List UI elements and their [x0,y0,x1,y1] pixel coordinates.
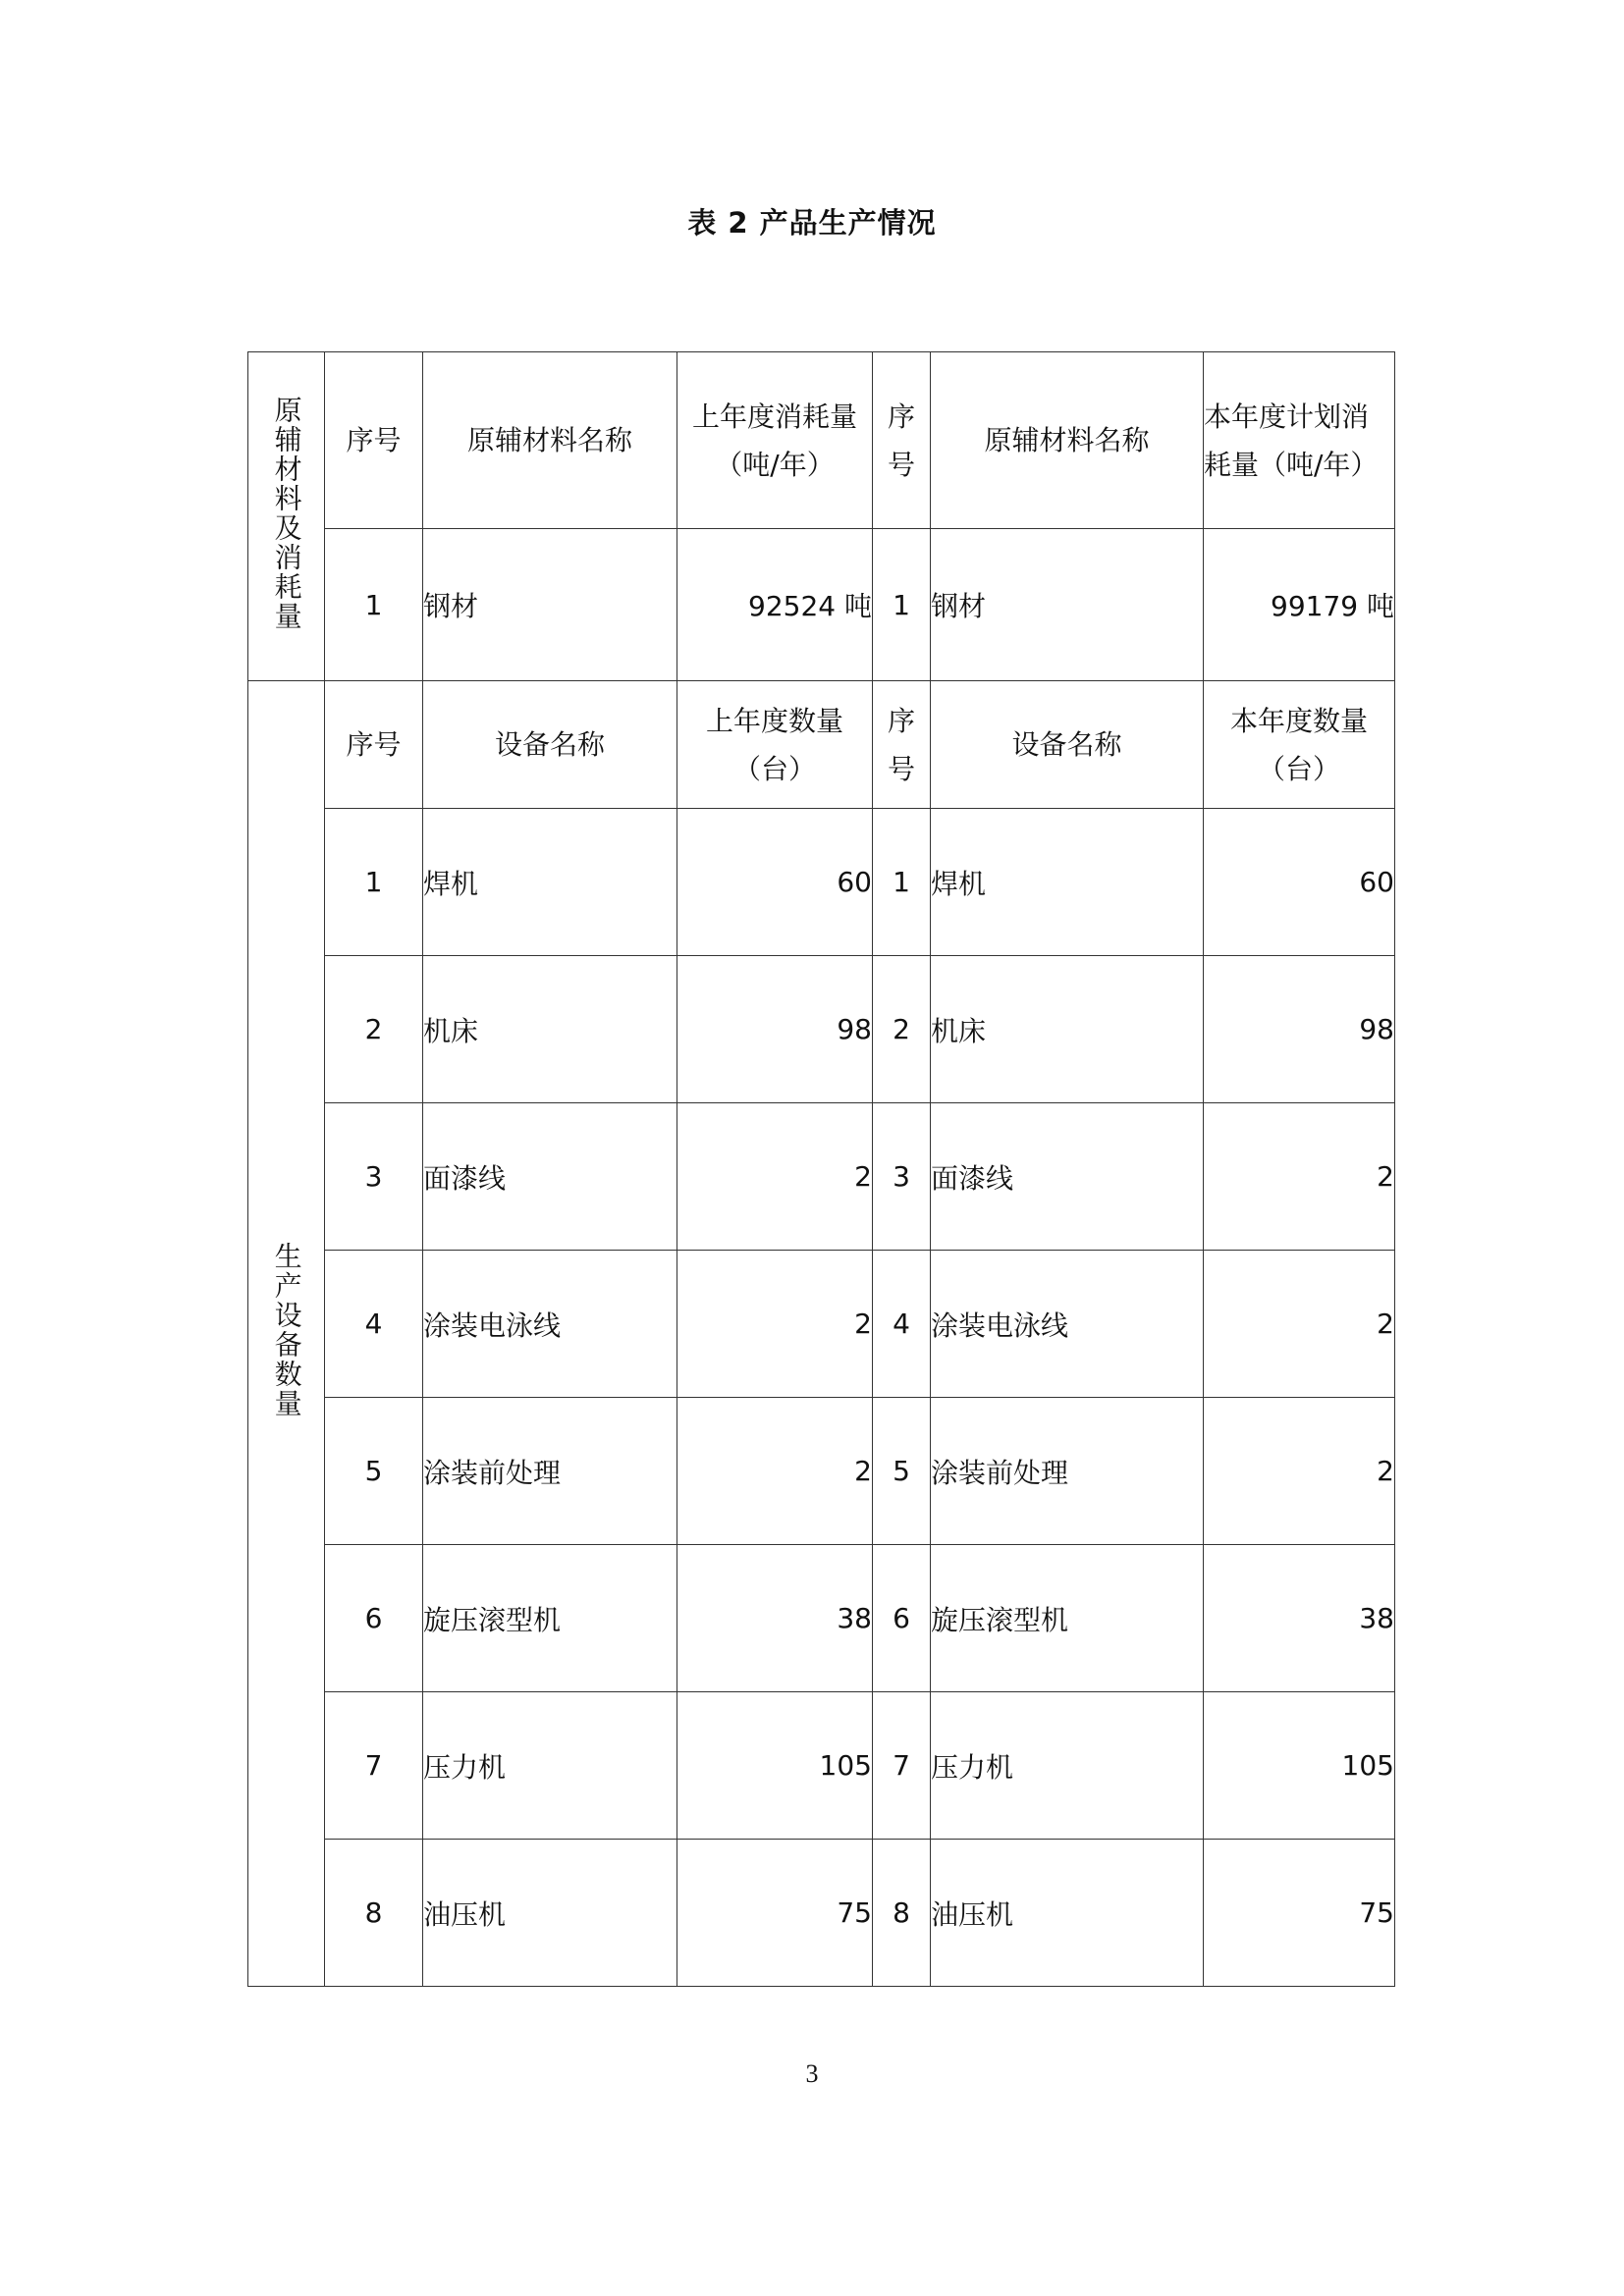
equipment-name: 机床 [423,956,677,1103]
equipment-last-year: 38 [677,1545,873,1692]
equipment-seq2: 3 [873,1103,931,1251]
equipment-this-year: 2 [1204,1251,1395,1398]
equipment-seq2: 4 [873,1251,931,1398]
page-number: 3 [805,2059,819,2088]
table-row [248,1103,1395,1251]
materials-row [248,529,1395,681]
equipment-last-year: 2 [677,1103,873,1251]
equipment-seq2: 5 [873,1398,931,1545]
equipment-this-year: 60 [1204,809,1395,956]
equipment-name: 压力机 [423,1692,677,1840]
equipment-seq2: 1 [873,809,931,956]
equipment-header-name: 设备名称 [423,681,677,809]
equipment-this-year: 75 [1204,1840,1395,1987]
materials-header-name: 原辅材料名称 [423,352,677,529]
table-row [248,809,1395,956]
table-row [248,956,1395,1103]
equipment-seq: 4 [325,1251,423,1398]
table-row [248,1545,1395,1692]
table-title: 表 2 产品生产情况 [687,206,937,240]
equipment-seq2: 6 [873,1545,931,1692]
equipment-last-year: 2 [677,1251,873,1398]
material-this-year: 99179 吨 [1204,529,1395,681]
equipment-name: 涂装电泳线 [423,1251,677,1398]
equipment-name2: 焊机 [931,809,1204,956]
table-row [248,1840,1395,1987]
equipment-this-year: 38 [1204,1545,1395,1692]
equipment-seq2: 2 [873,956,931,1103]
equipment-seq: 2 [325,956,423,1103]
equipment-header-row [248,681,1395,809]
equipment-header-seq2: 序号 [873,681,931,809]
equipment-name: 面漆线 [423,1103,677,1251]
materials-header-last-year: 上年度消耗量（吨/年） [677,352,873,529]
material-name: 钢材 [423,529,677,681]
equipment-this-year: 2 [1204,1398,1395,1545]
production-table [247,351,1395,1987]
material-last-year: 92524 吨 [677,529,873,681]
equipment-name2: 涂装前处理 [931,1398,1204,1545]
material-seq2: 1 [873,529,931,681]
equipment-name2: 机床 [931,956,1204,1103]
materials-header-seq2: 序号 [873,352,931,529]
equipment-this-year: 2 [1204,1103,1395,1251]
equipment-last-year: 2 [677,1398,873,1545]
equipment-name2: 压力机 [931,1692,1204,1840]
equipment-seq2: 8 [873,1840,931,1987]
equipment-name: 焊机 [423,809,677,956]
equipment-name2: 面漆线 [931,1103,1204,1251]
equipment-seq: 3 [325,1103,423,1251]
equipment-header-seq: 序号 [325,681,423,809]
table-row [248,1251,1395,1398]
equipment-seq2: 7 [873,1692,931,1840]
equipment-seq: 1 [325,809,423,956]
materials-header-seq: 序号 [325,352,423,529]
equipment-seq: 6 [325,1545,423,1692]
material-name2: 钢材 [931,529,1204,681]
equipment-last-year: 105 [677,1692,873,1840]
equipment-name2: 油压机 [931,1840,1204,1987]
materials-header-row [248,352,1395,529]
equipment-section-label: 生产设备数量 [248,681,325,1987]
equipment-this-year: 105 [1204,1692,1395,1840]
equipment-name2: 旋压滚型机 [931,1545,1204,1692]
equipment-last-year: 60 [677,809,873,956]
equipment-seq: 8 [325,1840,423,1987]
table-row [248,1692,1395,1840]
equipment-header-this-year: 本年度数量（台） [1204,681,1395,809]
material-seq: 1 [325,529,423,681]
equipment-name: 油压机 [423,1840,677,1987]
table-row [248,1398,1395,1545]
materials-section-label: 原辅材料及消耗量 [248,352,325,681]
equipment-header-last-year: 上年度数量（台） [677,681,873,809]
equipment-last-year: 75 [677,1840,873,1987]
equipment-name: 涂装前处理 [423,1398,677,1545]
equipment-header-name2: 设备名称 [931,681,1204,809]
equipment-last-year: 98 [677,956,873,1103]
materials-header-name2: 原辅材料名称 [931,352,1204,529]
equipment-name: 旋压滚型机 [423,1545,677,1692]
equipment-this-year: 98 [1204,956,1395,1103]
equipment-name2: 涂装电泳线 [931,1251,1204,1398]
equipment-seq: 7 [325,1692,423,1840]
equipment-seq: 5 [325,1398,423,1545]
materials-header-this-year: 本年度计划消耗量（吨/年） [1204,352,1395,529]
